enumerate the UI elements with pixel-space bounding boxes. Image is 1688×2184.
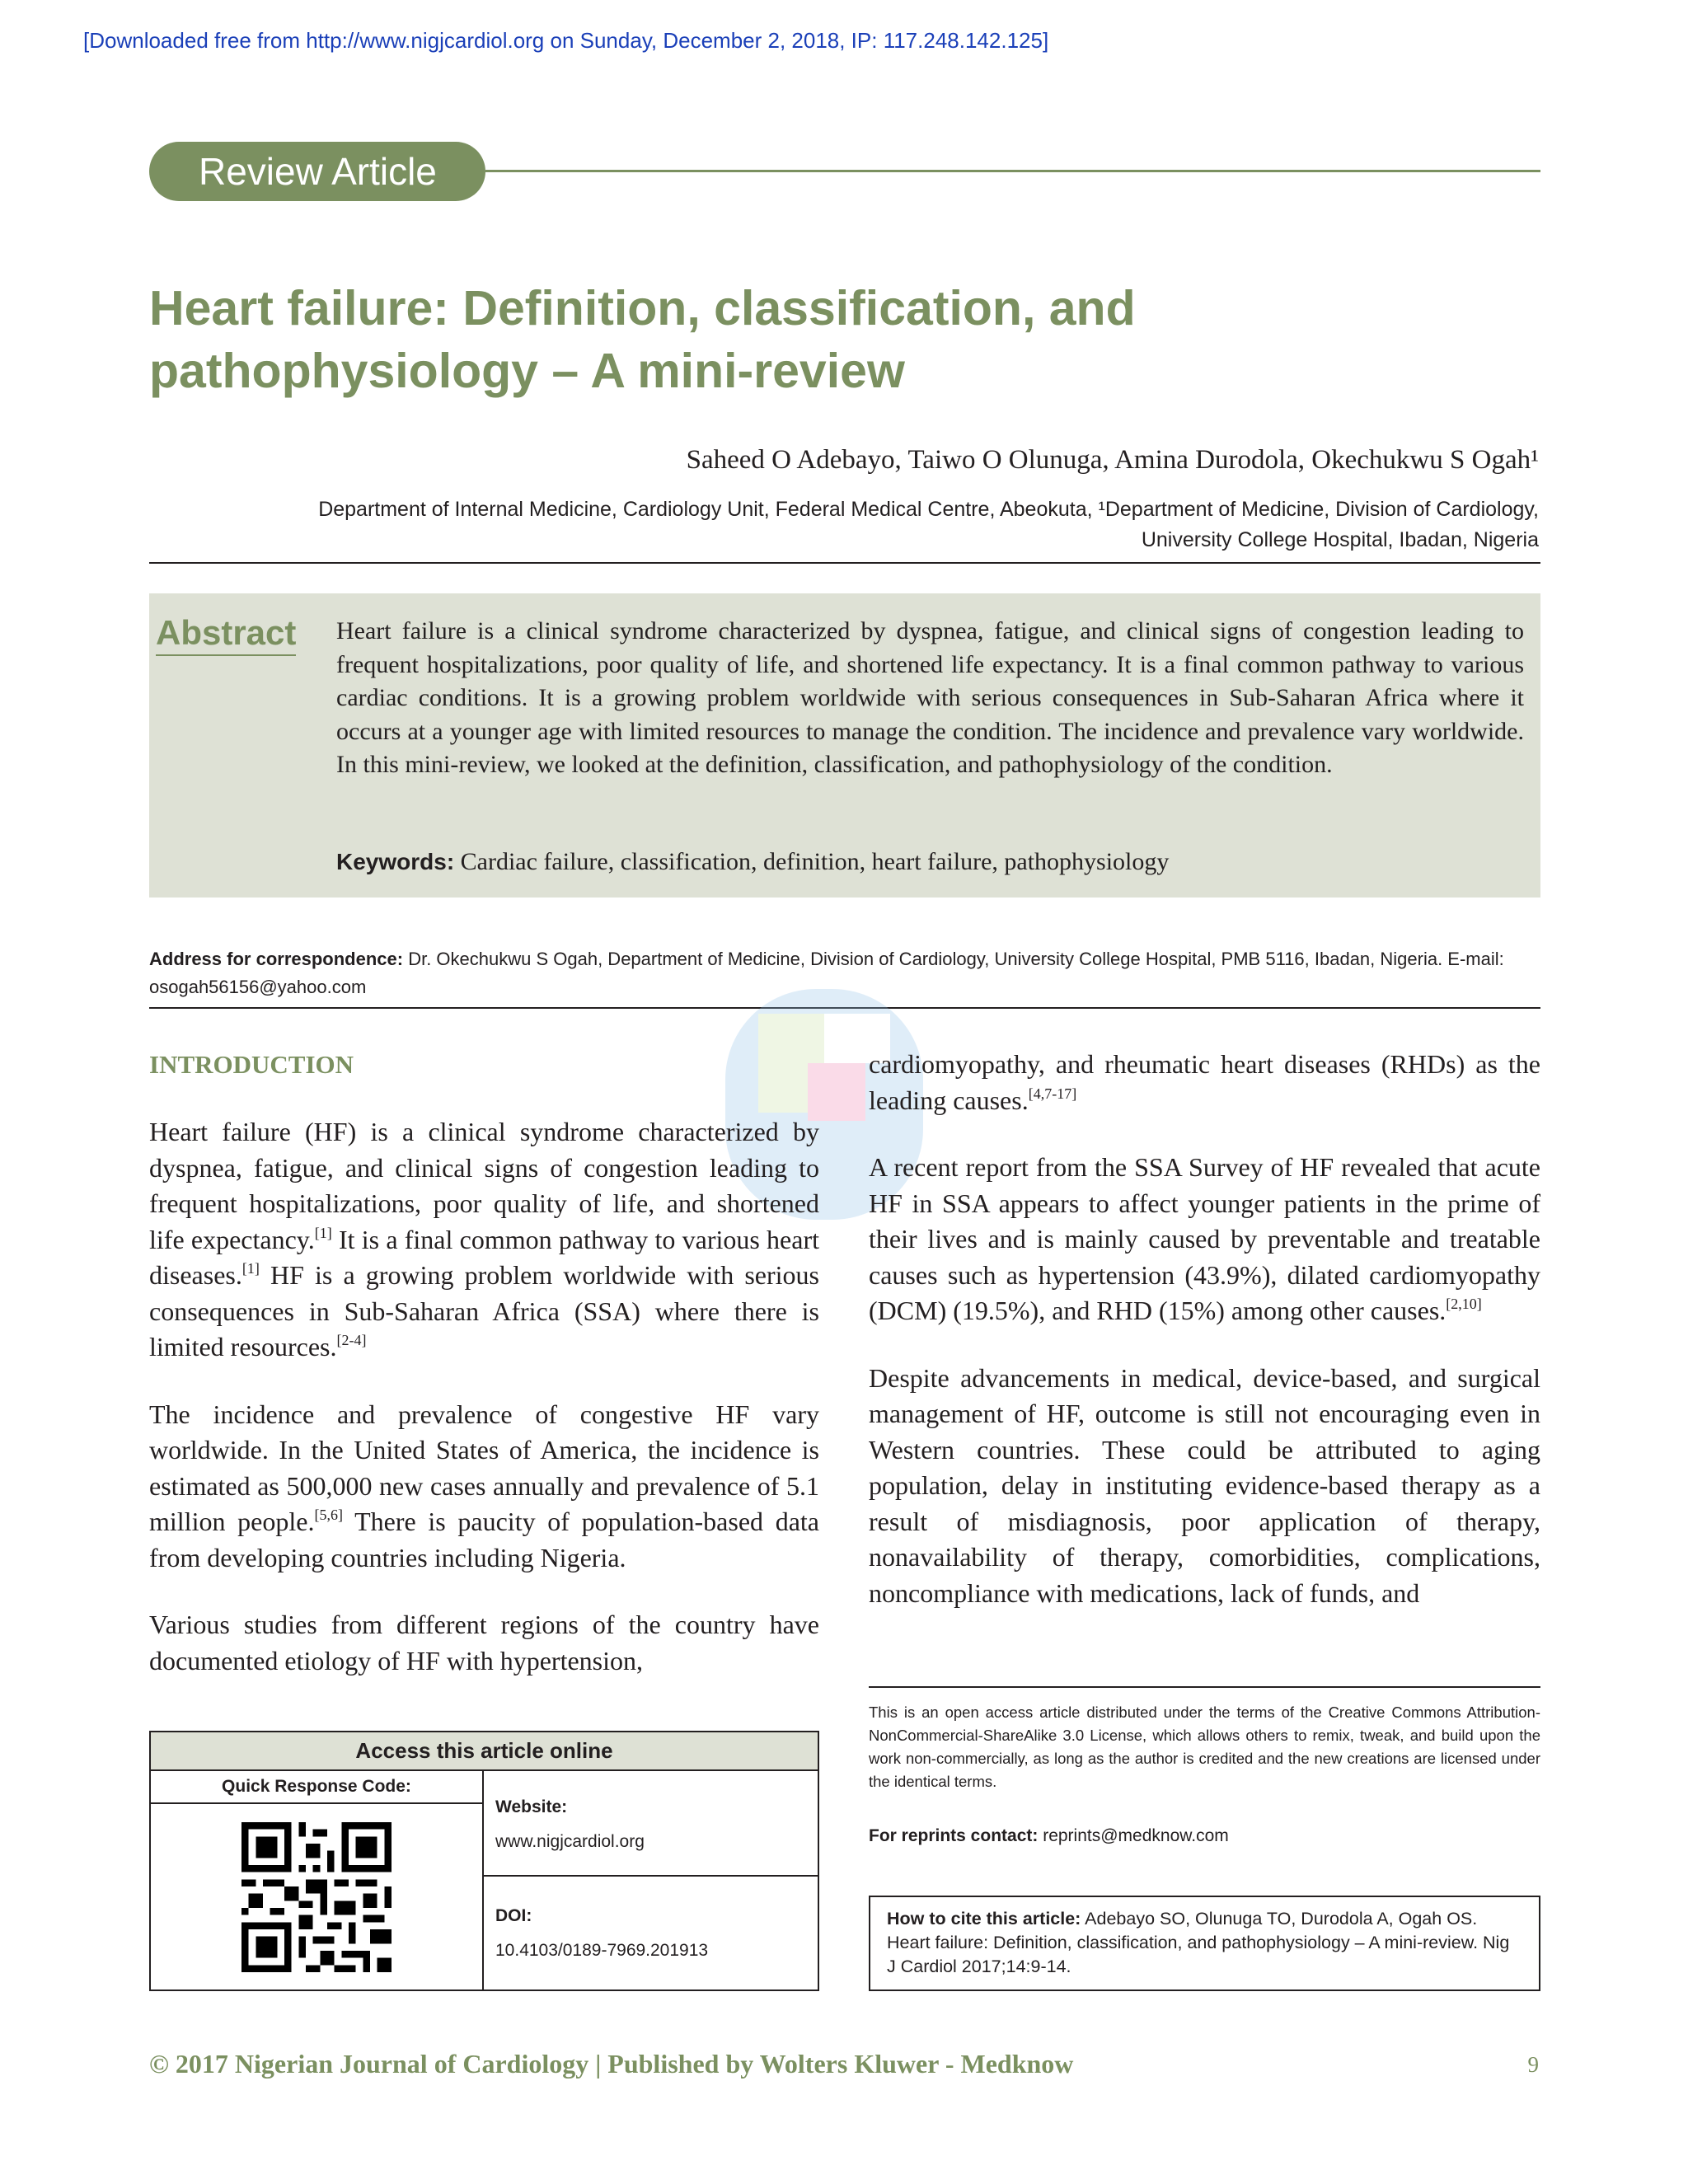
affiliation-line: University College Hospital, Ibadan, Nigeria bbox=[1141, 528, 1539, 551]
citation-ref[interactable]: [1] bbox=[241, 1260, 260, 1277]
reprints-email[interactable]: reprints@medknow.com bbox=[1043, 1826, 1229, 1845]
keywords-list: Cardiac failure, classification, definition, heart failure, pathophysiology bbox=[460, 848, 1170, 875]
affiliation-line: Department of Internal Medicine, Cardiology Unit, Federal Medical Centre, Abeokuta, ¹Department of Medicine, Division of Cardiology, bbox=[318, 498, 1539, 521]
article-title: Heart failure: Definition, classification, and pathophysiology – A mini-review bbox=[149, 281, 1136, 398]
article-info-cell bbox=[484, 1771, 818, 1990]
divider bbox=[149, 562, 1540, 564]
section-heading-introduction: INTRODUCTION bbox=[149, 1050, 354, 1079]
keywords-label: Keywords: bbox=[336, 849, 455, 874]
abstract-heading: Abstract bbox=[156, 613, 296, 656]
citation-ref[interactable]: [2-4] bbox=[336, 1332, 367, 1348]
header-rule bbox=[485, 170, 1540, 172]
citation-text: Adebayo SO, Olunuga TO, Durodola A, Ogah OS. Heart failure: Definition, classification, and pathophysiology – A mini-review. Nig J Cardiol 2017;14:9-14. bbox=[887, 1909, 1510, 1976]
correspondence-label: Address for correspondence: bbox=[149, 949, 404, 969]
paragraph: The incidence and prevalence of congestive HF vary worldwide. In the United States of America, the incidence is estimated as 500,000 new cases annually and prevalence of 5.1 million people.[5,6] There is paucity of population-based data from developing countries including Nigeria. bbox=[149, 1399, 820, 1572]
body-column-right bbox=[869, 1047, 1540, 1643]
paragraph: Heart failure (HF) is a clinical syndrome characterized by dyspnea, fatigue, and clinical signs of congestion leading to frequent hospitalizations, poor quality of life, and shortened life expectancy.[1] It is a final common pathway to various heart diseases.[1] HF is a growing problem worldwide with serious consequences in Sub-Saharan Africa (SSA) where there is limited resources.[2-4] bbox=[149, 1117, 820, 1361]
citation-box bbox=[869, 1896, 1540, 1991]
body-column-left bbox=[149, 1047, 819, 1710]
abstract-text: Heart failure is a clinical syndrome characterized by dyspnea, fatigue, and clinical signs of congestion leading to frequent hospitalizations, poor quality of life, and shortened life expectancy. It is a final common pathway to various cardiac conditions. It is a growing problem worldwide with serious consequences in Sub-Saharan Africa where it occurs at a younger age with limited resources to manage the condition. The incidence and prevalence vary worldwide. In this mini-review, we looked at the definition, classification, and pathophysiology of the condition. bbox=[336, 617, 1524, 778]
access-box-heading: Access this article online bbox=[151, 1732, 818, 1771]
affiliations bbox=[138, 494, 1539, 555]
keywords bbox=[336, 846, 1524, 879]
citation-ref[interactable]: [2,10] bbox=[1446, 1296, 1482, 1312]
divider bbox=[869, 1686, 1540, 1688]
article-type-header bbox=[149, 142, 1540, 201]
paragraph: cardiomyopathy, and rheumatic heart diseases (RHDs) as the leading causes.[4,7-17] bbox=[869, 1049, 1540, 1115]
website-cell bbox=[484, 1771, 818, 1877]
paragraph: A recent report from the SSA Survey of HF revealed that acute HF in SSA appears to affect younger patients in the prime of their lives and is mainly caused by preventable and treatable causes such as hypertension (43.9%), dilated cardiomyopathy (DCM) (19.5%), and RHD (15%) among other causes.[2,10] bbox=[869, 1152, 1540, 1325]
paragraph: Various studies from different regions of the country have documented etiology of HF with hypertension, bbox=[149, 1610, 819, 1675]
qr-label: Quick Response Code: bbox=[151, 1771, 482, 1804]
website-label: Website: bbox=[495, 1797, 568, 1816]
page-number: 9 bbox=[1527, 2052, 1539, 2077]
doi-link[interactable]: 10.4103/0189-7969.201913 bbox=[495, 1941, 709, 1960]
citation-ref[interactable]: [5,6] bbox=[314, 1507, 343, 1523]
qr-cell bbox=[151, 1771, 484, 1990]
doi-label: DOI: bbox=[495, 1906, 532, 1925]
citation-label: How to cite this article: bbox=[887, 1909, 1081, 1929]
citation-ref[interactable]: [4,7-17] bbox=[1028, 1085, 1077, 1102]
qr-code-icon[interactable] bbox=[241, 1822, 392, 1972]
journal-footer: © 2017 Nigerian Journal of Cardiology | Published by Wolters Kluwer - Medknow bbox=[149, 2049, 1074, 2079]
article-type-badge: Review Article bbox=[149, 142, 485, 201]
reprints-contact bbox=[869, 1826, 1229, 1846]
access-article-box bbox=[149, 1731, 819, 1991]
license-notice: This is an open access article distributed under the terms of the Creative Commons Attribution-NonCommercial-ShareAlike 3.0 License, which allows others to remix, tweak, and build upon the work non-commercially, as long as the author is credited and the new creations are licensed under the identical terms. bbox=[869, 1704, 1540, 1790]
author-list: Saheed O Adebayo, Taiwo O Olunuga, Amina Durodola, Okechukwu S Ogah¹ bbox=[686, 445, 1539, 475]
abstract-section bbox=[149, 593, 1540, 898]
paragraph: Despite advancements in medical, device-based, and surgical management of HF, outcome is still not encouraging even in Western countries. These could be attributed to aging population, delay in instituting evidence-based therapy as a result of misdiagnosis, poor application of therapy, nonavailability of therapy, comorbidities, complications, noncompliance with medications, lack of funds, and bbox=[869, 1362, 1540, 1608]
doi-cell bbox=[484, 1877, 818, 1962]
website-link[interactable]: www.nigjcardiol.org bbox=[495, 1832, 645, 1851]
download-banner: [Downloaded free from http://www.nigjcardiol.org on Sunday, December 2, 2018, IP: 117.248.142.125] bbox=[83, 28, 1049, 53]
citation-ref[interactable]: [1] bbox=[314, 1224, 332, 1241]
correspondence-text: Dr. Okechukwu S Ogah, Department of Medicine, Division of Cardiology, University College Hospital, PMB 5116, Ibadan, Nigeria. E-mail: osogah56156@yahoo.com bbox=[149, 949, 1504, 997]
reprints-label: For reprints contact: bbox=[869, 1826, 1039, 1845]
